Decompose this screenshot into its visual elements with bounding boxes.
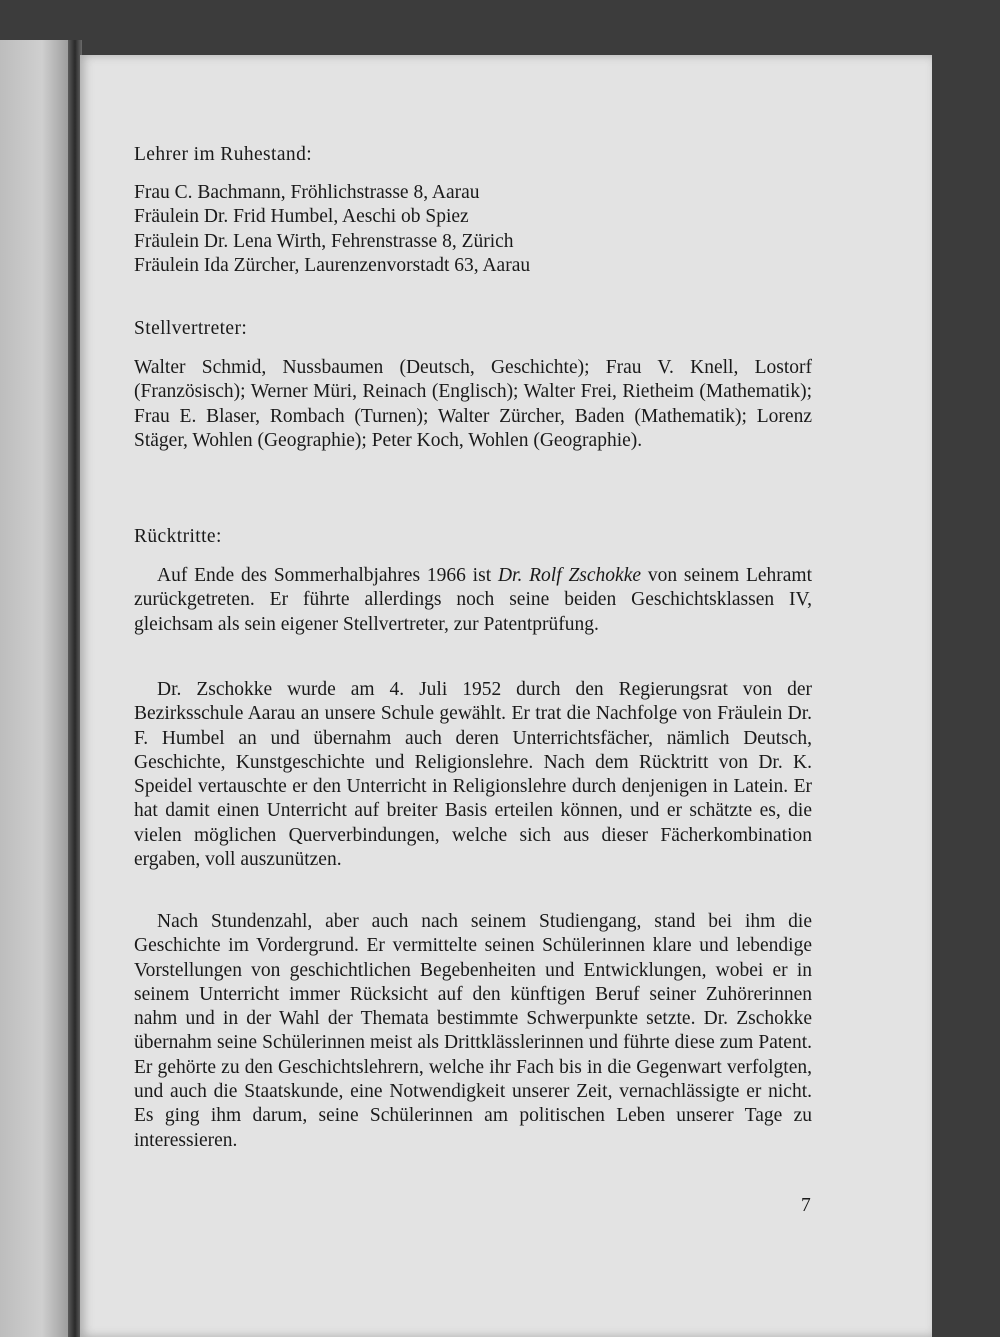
substitutes-heading: Stellvertreter: [134, 318, 248, 339]
retired-teachers-section [134, 143, 812, 167]
resignations-heading: Rücktritte: [134, 526, 222, 547]
resignation-paragraph-3 [134, 910, 812, 1153]
p1-rest: von seinem Lehramt zurückgetreten. Er führte allerdings noch seine beiden Geschichtsklassen IV, gleichsam als sein eigener Stellvertreter, zur Patentprüfung. [134, 565, 813, 635]
retired-teachers-heading: Lehrer im Ruhestand: [134, 144, 313, 165]
teacher-name: Dr. Rolf Zschokke [497, 565, 642, 586]
paragraph: Nach Stundenzahl, aber auch nach seinem Studiengang, stand bei ihm die Geschichte im Vordergrund. Er vermittelte seinen Schülerinnen klare und lebendige Vorstellungen von geschichtlichen Begebenheiten und Entwicklungen, wobei er in seinem Unterricht immer Rücksicht auf den künftigen Beruf seiner Zuhörerinnen nahm und in der Wahl der Themata bestimmte Schwerpunkte setzte. Dr. Zschokke übernahm seine Schülerinnen meist als Drittklässlerinnen und führte diese zum Patent. Er gehörte zu den Geschichtslehrern, welche ihr Fach bis in die Gegenwart verfolgten, und auch die Staatskunde, eine Notwendigkeit unserer Zeit, vernachlässigte er nicht. Es ging ihm darum, seine Schülerinnen am politischen Leben unserer Tage zu interessieren. [134, 911, 812, 1151]
resignation-paragraph-2 [134, 678, 812, 872]
paragraph [134, 564, 812, 637]
retired-entry: Frau C. Bachmann, Fröhlichstrasse 8, Aarau [134, 182, 480, 203]
substitutes-section [134, 317, 812, 341]
page-number: 7 [801, 1195, 811, 1216]
retired-entry: Fräulein Dr. Frid Humbel, Aeschi ob Spiez [134, 206, 469, 228]
previous-page-edge [0, 40, 70, 1337]
retired-entry: Fräulein Ida Zürcher, Laurenzenvorstadt 63, Aarau [134, 254, 531, 276]
resignations-section [134, 525, 812, 549]
substitutes-text: Walter Schmid, Nussbaumen (Deutsch, Geschichte); Frau V. Knell, Lostorf (Französisch); Werner Müri, Reinach (Englisch); Walter Frei, Rietheim (Mathematik); Frau E. Blaser, Rombach (Turnen); Walter Zürcher, Baden (Mathematik); Lorenz Stäger, Wohlen (Geographie); Peter Koch, Wohlen (Geographie). [134, 357, 812, 451]
substitutes-body [134, 356, 812, 453]
retired-entry: Fräulein Dr. Lena Wirth, Fehrenstrasse 8, Zürich [134, 230, 514, 252]
paragraph: Dr. Zschokke wurde am 4. Juli 1952 durch den Regierungsrat von der Bezirksschule Aarau an unsere Schule gewählt. Er trat die Nachfolge von Fräulein Dr. F. Humbel an und übernahm auch deren Unterrichtsfächer, nämlich Deutsch, Geschichte, Kunstgeschichte und Religionslehre. Nach dem Rücktritt von Dr. K. Speidel vertauschte er den Unterricht in Religionslehre durch denjenigen in Latein. Er hat damit einen Unterricht auf breiter Basis erteilen können, und er schätzte es, die vielen möglichen Querverbindungen, welche sich aus dieser Fächerkombination ergaben, voll auszunützen. [134, 679, 812, 871]
resignation-paragraph-1 [134, 564, 812, 637]
retired-teachers-list [134, 181, 812, 278]
p1-lead: Auf Ende des Sommerhalbjahres 1966 ist [157, 565, 498, 586]
